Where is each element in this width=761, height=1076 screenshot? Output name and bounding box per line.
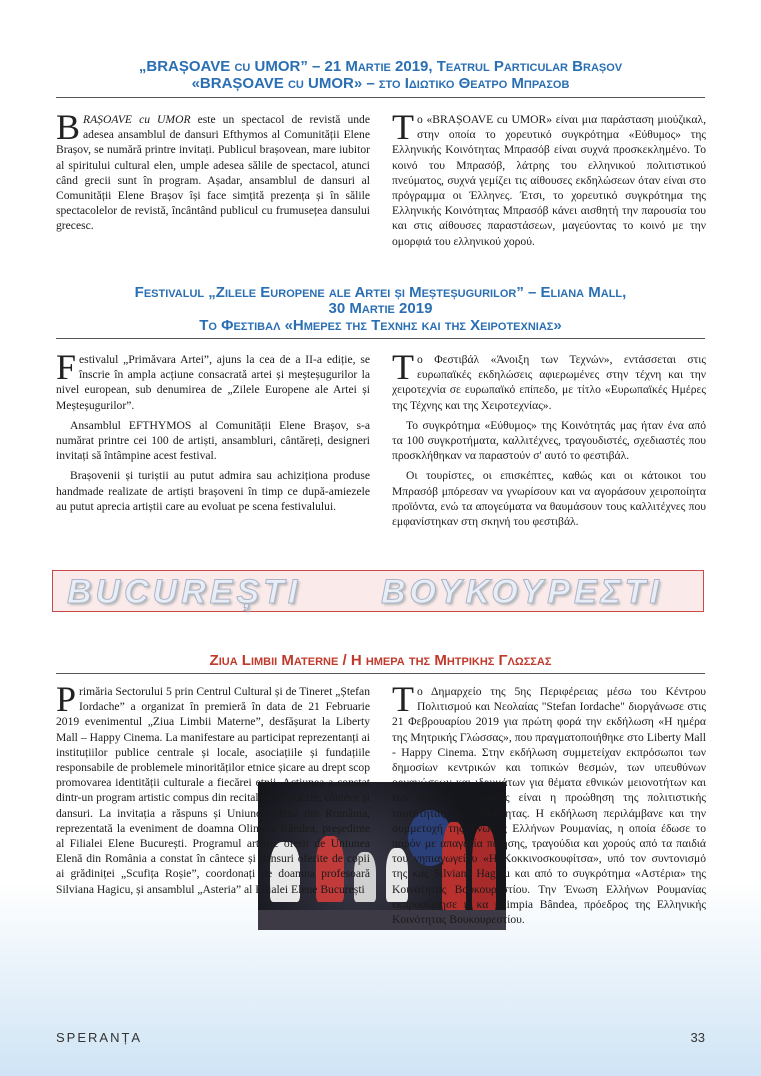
section3-ro-text: rimăria Sectorului 5 prin Centrul Cultural și de Tineret „Ștefan Iordache” a organizat în premieră în data de 21 Februarie 2019 evenimentul „Ziua Limbii Materne”, desfășurat la Liberty Mall – Happy Cinema. La manifestare au participat reprezentanți ai instituțiilor publice centrale și locale, asociațiile și fundațiile responsabile de problemele minorităților etnice șicare au drept scop promovarea identității culturale a fiecărei etnii. Acțiunea a constat dintr-un program artistic compus din recitaluri de poezie, cântece și dansuri. La invitația a răspuns și Uniunea Elenă din România, reprezentată la eveniment de doamna Olimpia Bândea, președinte al Filialei Elene București. Programul artistic oferit de Uniunea Elenă din România a constat în cântece și dansuri oferite de copii ai grădiniței „Scufița Roșie”, coordonați de doamna profesoară Silviana Hagicu, și ansamblul „Asteria” al Filialei Elene București (56, 685, 370, 896)
drop-cap: P (56, 679, 77, 719)
section2-divider (56, 338, 705, 339)
drop-cap: Τ (392, 107, 414, 147)
section1-divider (56, 97, 705, 98)
drop-cap: B (56, 107, 81, 147)
section2-ro-p1: estivalul „Primăvara Artei”, ajuns la cea de a II-a ediție, se înscrie în ampla acțiune consacrată artei și meșteșugurilor la nivel european, sub denumirea de „Zilele Europene ale Artei și Meșteșugurilor”. (56, 353, 370, 412)
city-banner (52, 570, 704, 612)
section2-title-ro-1: Festivalul „Zilele Europene ale Artei și Meșteșugurilor” – Eliana Mall, (134, 284, 627, 301)
section1-title-gr: «BRAȘOAVE cu UMOR» – στο Ιδιωτικο Θεατρο Μπρασοβ (191, 75, 570, 92)
drop-cap: Τ (392, 347, 414, 387)
section2-title-gr: Το Φεστιβαλ «Ημερες της Τεχνης και της Χειροτεχνιας» (199, 317, 562, 334)
banner-bucuresti: BUCUREȘTI (67, 573, 302, 611)
section3-divider (56, 673, 705, 674)
page-number: 33 (690, 1030, 705, 1045)
section2-gr-p2: Το συγκρότημα «Εύθυμος» της Κοινότητάς μας ήταν ένα από τα 100 συγκροτήματα, καλλιτέχνες, τραγουδιστές, σχεδιαστές που προσκλήθηκαν να παραστούν σ' αυτό το φεστιβάλ. (392, 418, 706, 463)
section1-gr-text: ο «BRAȘOAVE cu UMOR» είναι μια παράσταση μιούζικαλ, στην οποία το χορευτικό συγκρότημα «Εύθυμος» της Ελληνικής Κοινότητας Μπρασόβ είναι συχνά προσκεκλημένο. Το κοινό του Μπρασόβ, λάτρης του ελληνικού πολιτιστικού πνεύματος, συχνά γεμίζει τις αίθουσες εκδηλώσεων όταν είναι στο πρόγραμμα οι Έλληνες. Έτσι, το χορευτικό συγκρότημα της Ελληνικής Κοινότητας Μπρασόβ κάνει αισθητή την παρουσία του και στις αίθουσες παραστάσεων, μαγεύοντας το κοινό με την ομορφιά του ελληνικού χορού. (392, 113, 706, 248)
section1-ro-text: este un spectacol de revistă unde adesea ansamblul de dansuri Efthymos al Comunității Elene Brașov, se numără printre invitați. Publicul brașovean, mare iubitor al spiritului cultural elen, umple adesea sălile de spectacol, atunci când grecii sunt în program. Așadar, ansamblul de dansuri al Comunității Elene Brașov își face simțită prezența și în sălile spectacolelor de revistă, încântând publicul cu frumusețea dansului grecesc. (56, 113, 370, 233)
magazine-name: SPERANȚA (56, 1030, 143, 1045)
section1-gr-column (392, 107, 706, 254)
section2-gr-p3: Οι τουρίστες, οι επισκέπτες, καθώς και οι κάτοικοι του Μπρασόβ μπόρεσαν να γνωρίσουν και να αγοράσουν χειροποίητα προϊόντα, ενώ τα απογεύματα να θαυμάσουν τους καλλιτέχνες που εμφανίστηκαν στη σκηνή του φεστιβάλ. (392, 469, 706, 529)
section2-gr-p1: ο Φεστιβάλ «Άνοιξη των Τεχνών», εντάσσεται στις ευρωπαϊκές εκδηλώσεις αφιερωμένες στην τέχνη και την χειροτεχνία σε ευρωπαϊκό επίπεδο, με τίτλο «Ευρωπαϊκές Ημέρες της Τέχνης και της Χειροτεχνίας». (392, 353, 706, 412)
section1-ro-column (56, 107, 370, 239)
section2-ro-column (56, 347, 370, 519)
drop-cap: F (56, 347, 77, 387)
section2-ro-p2: Ansamblul EFTHYMOS al Comunității Elene Brașov, s-a numărat printre cei 100 de artiști, ansambluri, cântăreți, designeri invitați să întâmpine acest festival. (56, 418, 370, 463)
section2-ro-p3: Brașovenii și turiștii au putut admira sau achiziționa produse handmade realizate de artiști brașoveni în timp ce după-amiezele au putut aprecia artiștii care au evoluat pe scena festivalului. (56, 469, 370, 513)
event-name: RAȘOAVE cu UMOR (83, 113, 191, 126)
section2-gr-column (392, 347, 706, 534)
section2-title-ro-2: 30 Martie 2019 (328, 300, 433, 317)
section3-ro-column (56, 679, 370, 902)
section3-gr-column (392, 679, 706, 932)
section1-title-ro: „BRAȘOAVE cu UMOR” – 21 Martie 2019, Teatrul Particular Brașov (138, 58, 623, 75)
banner-voukourestion: ΒΟΥΚΟΥΡΕΣΤΙ (381, 573, 663, 611)
drop-cap: Τ (392, 679, 414, 719)
section3-title: Ziua Limbii Materne / Η ημερα της Μητρικης Γλωσσας (209, 652, 552, 669)
section3-gr-text: ο Δημαρχείο της 5ης Περιφέρειας μέσω του Κέντρου Πολιτισμού και Νεολαίας "Stefan Iordache" διοργάνωσε στις 21 Φεβρουαρίου 2019 για πρώτη φορά την εκδήλωση «Η ημέρα της Μητρικής Γλώσσας», που πραγματοποιήθηκε στο Liberty Mall - Happy Cinema. Στην εκδήλωση συμμετείχαν εκπρόσωποι των δημοσίων κεντρικών και τοπικών θεσμών, των υπευθύνων οργανώσεων και ιδρυμάτων για θέματα εθνικών μειονοτήτων και των οποίων ο σκοπός είναι η προώθηση της πολιτιστικής ταυτότητας κάθε εθνότητας. Η εκδήλωση περιλάμβανε και την συμμετοχή της Ένωσης Ελλήνων Ρουμανίας, η οποία έδωσε το παρόν με απαγελία ποίησης, τραγούδια και χορούς από τα παιδιά του νηπιαγωγείου «Η Κοκκινοσκουφίτσα», υπό τον συντονισμό της κας Silviana Hagicu και από το συγκρότημα «Αστέρια» της Κοινότητας Βουκουρεστίου. Την Ένωση Ελλήνων Ρουμανίας εκπροσώπησε η κα Olimpia Bândea, πρόεδρος της Ελληνικής Κοινότητας Βουκουρεστίου. (392, 685, 706, 927)
